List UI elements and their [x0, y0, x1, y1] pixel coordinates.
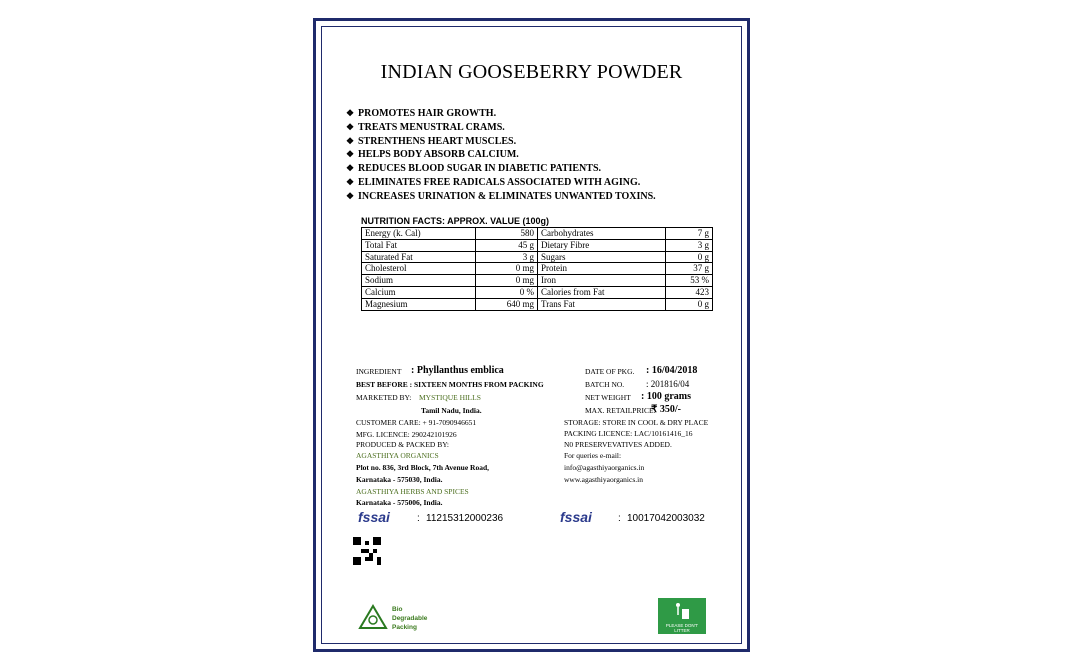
date-label: DATE OF PKG. — [585, 367, 635, 376]
marketed-location: Tamil Nadu, India. — [421, 406, 482, 415]
mfg-licence: MFG. LICENCE: 290242101926 — [356, 430, 457, 439]
queries-label: For queries e-mail: — [564, 451, 622, 460]
diamond-bullet-icon: ❖ — [346, 108, 355, 118]
diamond-bullet-icon: ❖ — [346, 149, 355, 160]
diamond-bullet-icon: ❖ — [346, 190, 355, 201]
benefit-item: ❖ ELIMINATES FREE RADICALS ASSOCIATED WITH AGING. — [346, 176, 641, 188]
diamond-bullet-icon: ❖ — [346, 121, 355, 132]
recycle-icon — [358, 604, 388, 630]
benefit-item: ❖ REDUCES BLOOD SUGAR IN DIABETIC PATIENTS. — [346, 163, 602, 175]
product-title: INDIAN GOOSEBERRY POWDER — [380, 61, 683, 83]
produced-by: PRODUCED & PACKED BY: — [356, 440, 450, 449]
table-row: Total Fat 45 g Dietary Fibre 3 g — [362, 239, 713, 251]
org-name-1: AGASTHIYA ORGANICS — [356, 451, 439, 460]
marketed-by-value: MYSTIQUE HILLS — [419, 393, 481, 402]
table-row: Sodium 0 mg Iron 53 % — [362, 275, 713, 287]
benefit-item: ❖ STRENTHENS HEART MUSCLES. — [346, 135, 517, 147]
table-row: Calcium 0 % Calories from Fat 423 — [362, 286, 713, 298]
best-before: BEST BEFORE : SIXTEEN MONTHS FROM PACKING — [356, 380, 544, 389]
weight-label: NET WEIGHT — [585, 393, 631, 402]
fssai-number-left: 11215312000236 — [426, 513, 504, 524]
benefit-item: ❖ TREATS MENUSTRAL CRAMS. — [346, 121, 505, 133]
product-label — [313, 18, 750, 652]
bio-degradable-text: Bio Degradable Packing — [392, 606, 428, 631]
fssai-logo-right: fssai — [560, 509, 592, 525]
diamond-bullet-icon: ❖ — [346, 163, 355, 174]
address-line-1a: Plot no. 836, 3rd Block, 7th Avenue Road, — [356, 463, 489, 472]
table-row: Cholesterol 0 mg Protein 37 g — [362, 263, 713, 275]
weight-value: : 100 grams — [641, 391, 691, 402]
fssai-separator-left: : — [417, 513, 420, 524]
packing-licence: PACKING LICENCE: LAC/10161416_16 — [564, 429, 693, 438]
storage-info: STORAGE: STORE IN COOL & DRY PLACE — [564, 418, 709, 427]
price-label: MAX. RETAILPRICE: — [585, 406, 656, 415]
preservatives-note: N0 PRESERVEVATIVES ADDED. — [564, 440, 672, 449]
ingredient-value: : Phyllanthus emblica — [411, 365, 504, 376]
benefit-item: ❖ PROMOTES HAIR GROWTH. — [346, 108, 497, 119]
benefit-item: ❖ INCREASES URINATION & ELIMINATES UNWANTED TOXINS. — [346, 190, 656, 202]
ingredient-label: INGREDIENT — [356, 367, 402, 376]
price-value: ₹ 350/- — [651, 404, 681, 415]
fssai-logo-left: fssai — [358, 509, 390, 525]
address-line-2: Karnataka - 575006, India. — [356, 498, 443, 507]
fssai-number-right: 10017042003032 — [627, 513, 705, 524]
email-link[interactable]: info@agasthiyaorganics.in — [564, 463, 645, 472]
website-link[interactable]: www.agasthiyaorganics.in — [564, 475, 643, 484]
trash-bin-icon — [672, 601, 692, 623]
nutrition-facts-title: NUTRITION FACTS: APPROX. VALUE (100g) — [361, 216, 550, 226]
batch-label: BATCH NO. — [585, 380, 625, 389]
fssai-separator-right: : — [618, 513, 621, 524]
table-row: Energy (k. Cal) 580 Carbohydrates 7 g — [362, 228, 713, 240]
table-row: Saturated Fat 3 g Sugars 0 g — [362, 251, 713, 263]
dont-litter-badge — [658, 598, 706, 634]
diamond-bullet-icon: ❖ — [346, 135, 355, 146]
address-line-1b: Karnataka - 575030, India. — [356, 475, 443, 484]
nutrition-table — [361, 227, 713, 311]
batch-value: : 201816/04 — [646, 379, 690, 389]
customer-care: CUSTOMER CARE: + 91-7090946651 — [356, 418, 477, 427]
dont-litter-text: PLEASE DON'T LITTER — [665, 623, 699, 633]
benefits-list — [346, 107, 656, 204]
qr-code-icon — [353, 537, 381, 565]
diamond-bullet-icon: ❖ — [346, 176, 355, 187]
date-value: : 16/04/2018 — [646, 365, 698, 376]
table-row: Magnesium 640 mg Trans Fat 0 g — [362, 298, 713, 310]
marketed-by-label: MARKETED BY: — [356, 393, 412, 402]
org-name-2: AGASTHIYA HERBS AND SPICES — [356, 487, 469, 496]
benefit-item: ❖ HELPS BODY ABSORB CALCIUM. — [346, 149, 519, 161]
